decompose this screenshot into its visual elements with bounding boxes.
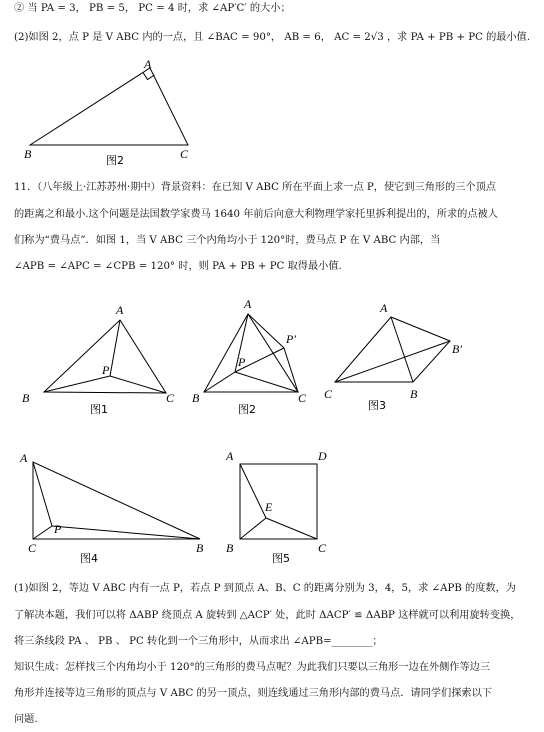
label-p: P — [102, 363, 110, 377]
label-b: B — [24, 147, 32, 161]
figure-caption: 图3 — [368, 399, 386, 412]
figure-4 — [14, 446, 214, 571]
label-a: A — [226, 449, 234, 463]
label-b: B — [196, 541, 204, 555]
question-1-line-2: 了解决本题，我们可以将 ΔABP 绕顶点 A 旋转到 △ACP′ 处，此时 ΔACP′ ≌ ΔABP 这样就可以利用旋转变换， — [14, 610, 521, 621]
figure-caption: 图1 — [90, 403, 108, 416]
label-p-prime: P′ — [286, 332, 296, 346]
problem-11-line-3: 们称为“费马点”．如图 1，当 V ABC 三个内角均小于 120°时，费马点 P 在 V ABC 内部，当 — [14, 235, 441, 246]
question-1-line-1: (1)如图 2，等边 V ABC 内有一点 P，若点 P 到顶点 A、B、C 的距离分别为 3，4，5，求 ∠APB 的度数，为 — [14, 583, 516, 594]
knowledge-line-2: 角形并连接等边三角形的顶点与 V ABC 的另一顶点，则连线通过三角形内部的费马点．请同学们探索以下 — [14, 688, 492, 699]
label-a: A — [380, 301, 388, 315]
figure-1 — [14, 298, 189, 423]
problem-11-line-4: ∠APB = ∠APC = ∠CPB = 120° 时，则 PA + PB + PC 取得最小值. — [14, 261, 342, 272]
label-p: P — [54, 522, 62, 536]
label-a: A — [144, 57, 152, 71]
label-c: C — [298, 391, 307, 405]
label-b: B — [410, 387, 418, 401]
label-e: E — [265, 500, 273, 514]
label-p: P — [238, 355, 246, 369]
knowledge-line-3: 问题. — [14, 714, 38, 725]
label-d: D — [318, 449, 327, 463]
knowledge-line-1: 知识生成：怎样找三个内角均小于 120°的三角形的费马点呢？为此我们只要以三角形一边在外侧作等边三 — [14, 662, 491, 673]
figure-right-triangle — [18, 58, 198, 173]
problem-line-1: ② 当 PA = 3， PB = 5， PC = 4 时，求 ∠AP′C′ 的大小； — [14, 3, 291, 14]
question-1-line-3: 将三条线段 PA 、 PB 、 PC 转化到一个三角形中，从而求出 ∠APB=________； — [14, 636, 383, 647]
figure-caption: 图4 — [80, 552, 98, 565]
label-a: A — [116, 303, 124, 317]
label-c: C — [28, 541, 37, 555]
label-b-prime: B′ — [452, 342, 462, 356]
label-c: C — [166, 391, 175, 405]
problem-11-line-2: 的距离之和最小.这个问题是法国数学家费马 1640 年前后向意大利物理学家托里拆利提出的，所求的点被人 — [14, 209, 498, 220]
figure-3 — [320, 298, 500, 423]
figure-5 — [218, 446, 348, 571]
problem-11-line-1: 11．（八年级上·江苏苏州·期中）背景资料：在已知 V ABC 所在平面上求一点 P，使它到三角形的三个顶点 — [14, 182, 497, 193]
figure-2 — [188, 298, 338, 423]
label-c: C — [324, 387, 333, 401]
label-c: C — [318, 541, 327, 555]
label-c: C — [180, 147, 189, 161]
label-a: A — [244, 297, 252, 311]
figure-caption: 图2 — [106, 154, 124, 167]
label-b: B — [192, 391, 200, 405]
label-a: A — [20, 451, 28, 465]
label-b: B — [226, 541, 234, 555]
figure-caption: 图2 — [238, 403, 256, 416]
figure-caption: 图5 — [272, 552, 290, 565]
problem-line-2: (2)如图 2，点 P 是 V ABC 内的一点，且 ∠BAC = 90°， AB = 6， AC = 2√3 ，求 PA + PB + PC 的最小值. — [14, 32, 531, 43]
label-b: B — [22, 391, 30, 405]
